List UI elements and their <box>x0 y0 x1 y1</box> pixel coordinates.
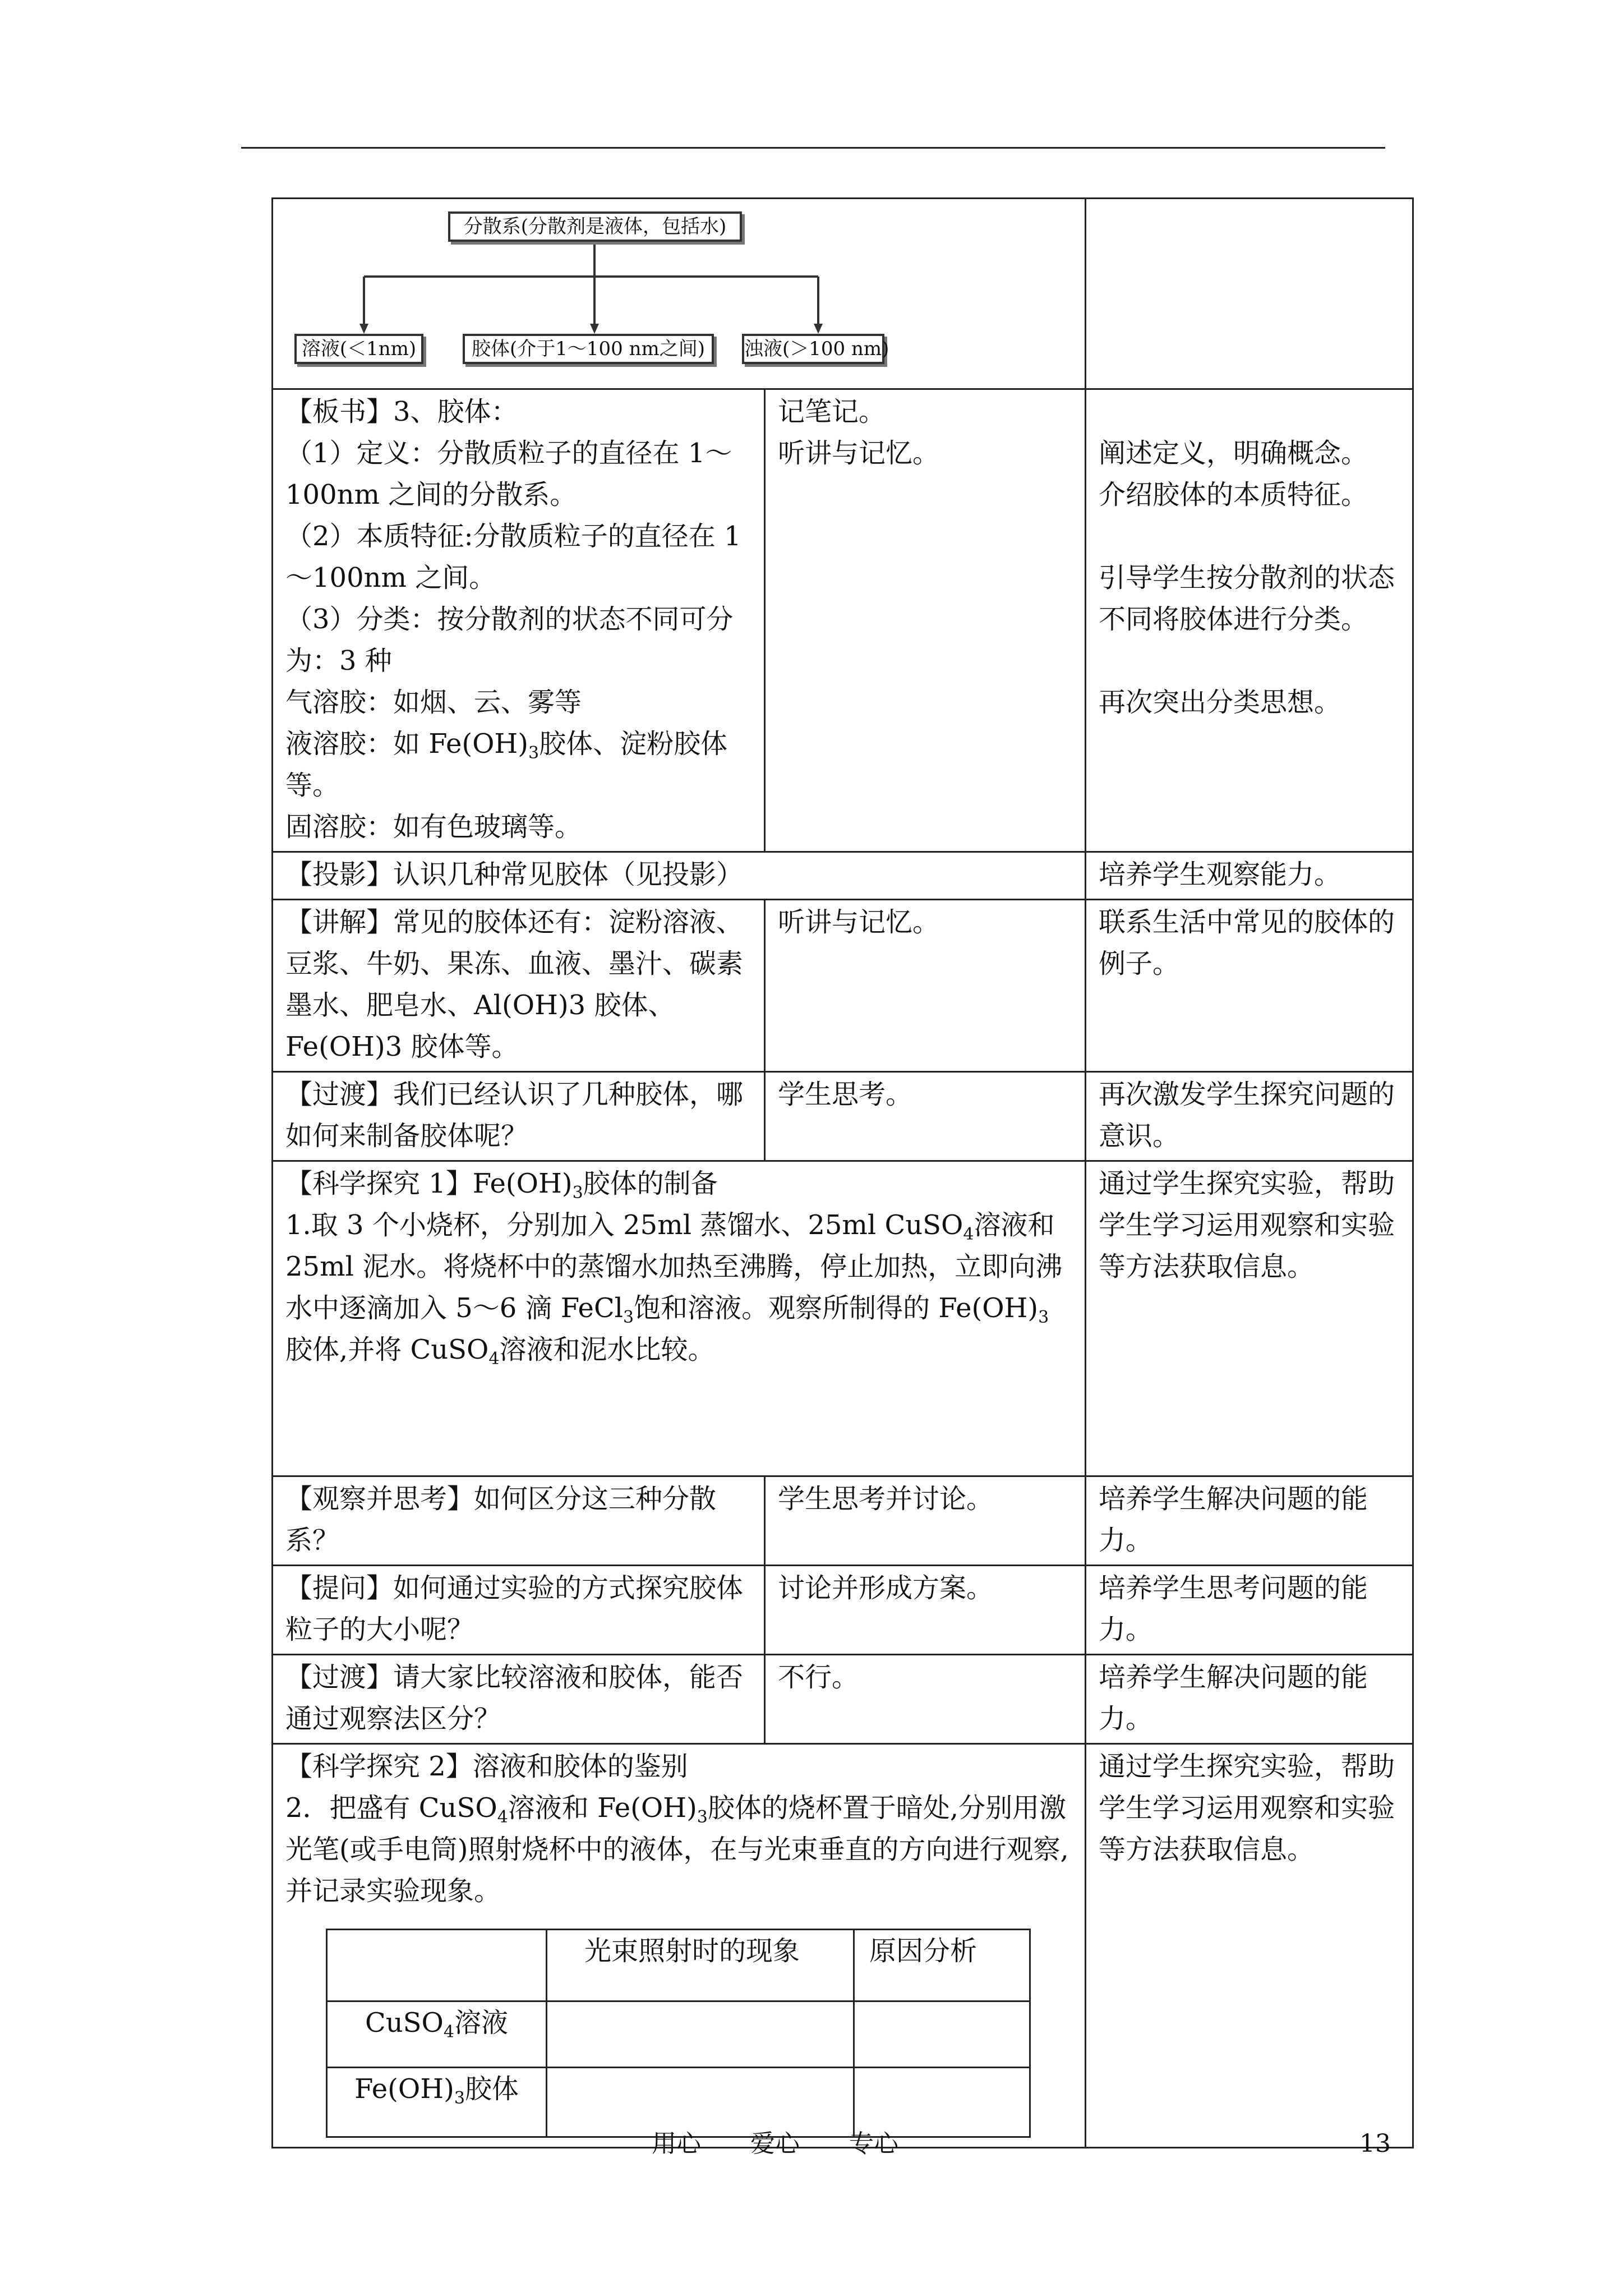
table-cell <box>854 2001 1030 2068</box>
table-cell <box>854 2068 1030 2137</box>
design-intent: 培养学生解决问题的能力。 <box>1086 1476 1413 1566</box>
teacher-activity: 【投影】认识几种常见胶体（见投影） <box>273 852 1086 900</box>
lesson-table <box>271 197 1414 2148</box>
teacher-activity: 【科学探究 2】溶液和胶体的鉴别 2．把盛有 CuSO$_4$溶液和 $Fe(OH)_3$胶体的烧杯置于暗处,分别用激光笔(或手电筒)照射烧杯中的液体，在与光束垂直的方向进行观察,并记录实验现象。 光束照射时的现象 原因分析 CuSO$_4$溶液 $Fe(OH)_3$胶体 <box>273 1744 1086 2148</box>
table-row <box>327 1930 1030 2001</box>
footer-motto: 用心 爱心 专心 <box>652 2129 898 2158</box>
observation-table <box>326 1929 1031 2138</box>
table-cell: $Fe(OH)_3$胶体 <box>327 2068 547 2137</box>
diagram-box-solution: 溶液(＜1nm) <box>294 334 423 364</box>
student-activity: 听讲与记忆。 <box>765 900 1086 1072</box>
table-header: 原因分析 <box>854 1930 1030 2001</box>
design-intent: 通过学生探究实验，帮助学生学习运用观察和实验等方法获取信息。 <box>1086 1161 1413 1476</box>
table-cell <box>547 2068 854 2137</box>
teacher-activity: 【提问】如何通过实验的方式探究胶体粒子的大小呢？ <box>273 1566 765 1655</box>
student-activity: 记笔记。 听讲与记忆。 <box>765 389 1086 852</box>
table-row <box>273 199 1413 389</box>
table-row <box>273 900 1413 1072</box>
table-cell: CuSO$_4$溶液 <box>327 2001 547 2068</box>
table-row <box>327 2001 1030 2068</box>
page-number: 13 <box>1359 2129 1391 2158</box>
diagram-cell <box>273 199 1086 389</box>
table-header: 光束照射时的现象 <box>547 1930 854 2001</box>
teacher-activity: 【过渡】请大家比较溶液和胶体，能否通过观察法区分？ <box>273 1655 765 1744</box>
design-intent: 联系生活中常见的胶体的例子。 <box>1086 900 1413 1072</box>
table-row <box>327 2068 1030 2137</box>
student-activity: 不行。 <box>765 1655 1086 1744</box>
design-intent: 通过学生探究实验，帮助学生学习运用观察和实验等方法获取信息。 <box>1086 1744 1413 2148</box>
teacher-activity: 【观察并思考】如何区分这三种分散系？ <box>273 1476 765 1566</box>
design-intent: 阐述定义，明确概念。 介绍胶体的本质特征。 引导学生按分散剂的状态不同将胶体进行分类。 再次突出分类思想。 <box>1086 389 1413 852</box>
design-intent: 再次激发学生探究问题的意识。 <box>1086 1072 1413 1161</box>
teacher-activity: 【板书】3、胶体： （1）定义：分散质粒子的直径在 1～100nm 之间的分散系。 （2）本质特征:分散质粒子的直径在 1～100nm 之间。 （3）分类：按分散剂的状态不同可分为：3 种 气溶胶：如烟、云、雾等 液溶胶：如 $Fe(OH)_3$胶体、淀粉胶体等。 固溶胶：如有色玻璃等。 <box>273 389 765 852</box>
table-row <box>273 1655 1413 1744</box>
table-row <box>273 1566 1413 1655</box>
dispersion-diagram <box>273 199 1086 386</box>
diagram-box-suspension: 浊液(＞100 nm) <box>742 334 884 364</box>
teacher-activity: 【过渡】我们已经认识了几种胶体，哪如何来制备胶体呢？ <box>273 1072 765 1161</box>
table-row <box>273 1476 1413 1566</box>
table-row <box>273 389 1413 852</box>
empty-cell <box>1086 199 1413 389</box>
design-intent: 培养学生思考问题的能力。 <box>1086 1566 1413 1655</box>
table-cell <box>547 2001 854 2068</box>
teacher-activity: 【科学探究 1】$Fe(OH)_3$胶体的制备 1.取 3 个小烧杯，分别加入 25ml 蒸馏水、25ml CuSO$_4$溶液和 25ml 泥水。将烧杯中的蒸馏水加热至沸腾，停止加热，立即向沸水中逐滴加入 5～6 滴 FeCl$_3$饱和溶液。观察所制得的 $Fe(OH)_3$胶体,并将 CuSO$_4$溶液和泥水比较。 <box>273 1161 1086 1476</box>
table-row <box>273 852 1413 900</box>
header-rule <box>241 147 1385 149</box>
table-row <box>273 1161 1413 1476</box>
table-row <box>273 1744 1413 2148</box>
table-row <box>273 1072 1413 1161</box>
student-activity: 学生思考并讨论。 <box>765 1476 1086 1566</box>
student-activity: 学生思考。 <box>765 1072 1086 1161</box>
diagram-box-top: 分散系(分散剂是液体，包括水) <box>448 211 742 242</box>
teacher-activity: 【讲解】常见的胶体还有：淀粉溶液、豆浆、牛奶、果冻、血液、墨汁、碳素墨水、肥皂水、Al(OH)3 胶体、Fe(OH)3 胶体等。 <box>273 900 765 1072</box>
table-header <box>327 1930 547 2001</box>
student-activity: 讨论并形成方案。 <box>765 1566 1086 1655</box>
diagram-box-colloid: 胶体(介于1～100 nm之间) <box>463 334 714 364</box>
design-intent: 培养学生解决问题的能力。 <box>1086 1655 1413 1744</box>
design-intent: 培养学生观察能力。 <box>1086 852 1413 900</box>
